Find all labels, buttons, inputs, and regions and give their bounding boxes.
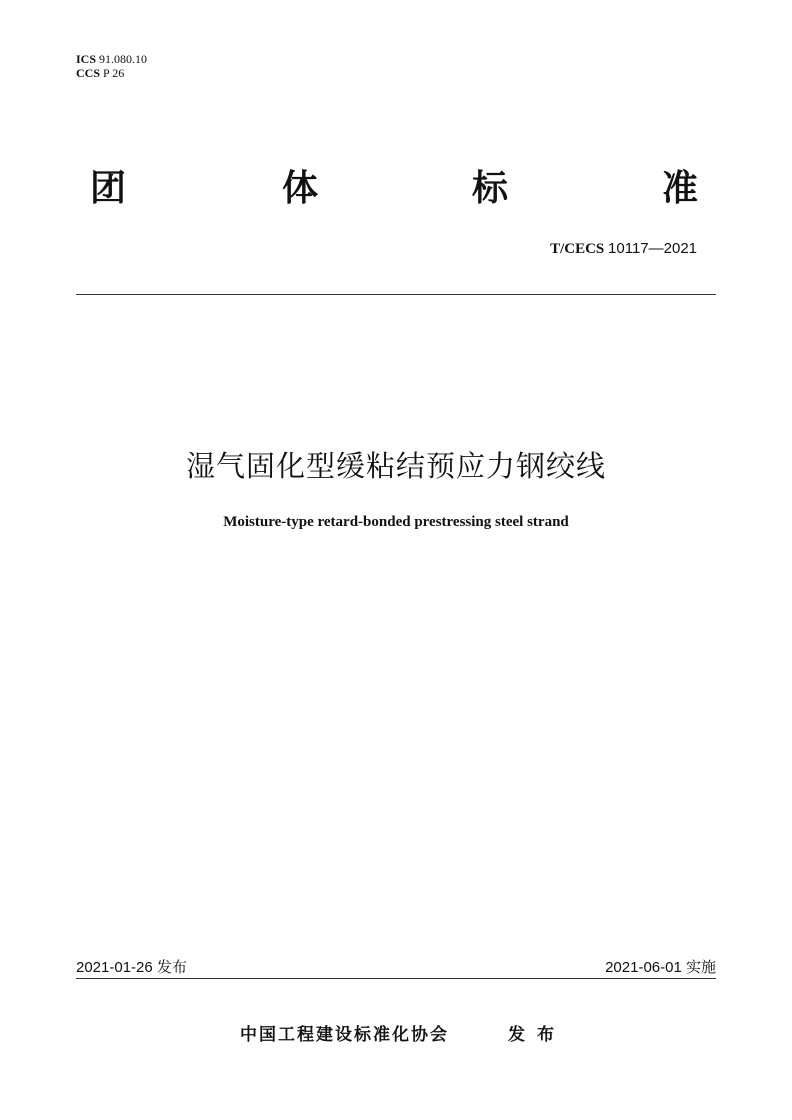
- ics-label: ICS: [76, 52, 97, 66]
- standard-number-value: 10117—2021: [608, 240, 697, 257]
- standard-type-char: 体: [282, 168, 319, 209]
- publisher-name: 中国工程建设标准化协会: [240, 1025, 449, 1045]
- standard-number: [550, 240, 697, 258]
- ics-code: [76, 52, 147, 66]
- ccs-label: CCS: [76, 66, 101, 80]
- top-divider: [76, 294, 716, 295]
- ccs-code: [76, 66, 147, 80]
- standard-type-char: 标: [472, 168, 509, 209]
- standard-type-heading: [90, 160, 710, 210]
- publisher-action: 发布: [508, 1025, 566, 1045]
- standard-number-prefix: T/CECS: [550, 241, 605, 257]
- ccs-value: P 26: [103, 66, 125, 80]
- ics-value: 91.080.10: [99, 52, 148, 66]
- bottom-divider: [76, 978, 716, 979]
- title-chinese: 湿气固化型缓粘结预应力钢绞线: [185, 449, 606, 483]
- classification-codes: [76, 52, 147, 80]
- title-english: Moisture-type retard-bonded prestressing steel strand: [223, 514, 569, 530]
- effective-date: 2021-06-01 实施: [605, 959, 716, 976]
- issue-date: 2021-01-26 发布: [76, 959, 187, 976]
- standard-type-char: 团: [90, 168, 127, 209]
- standard-type-char: 准: [662, 168, 699, 209]
